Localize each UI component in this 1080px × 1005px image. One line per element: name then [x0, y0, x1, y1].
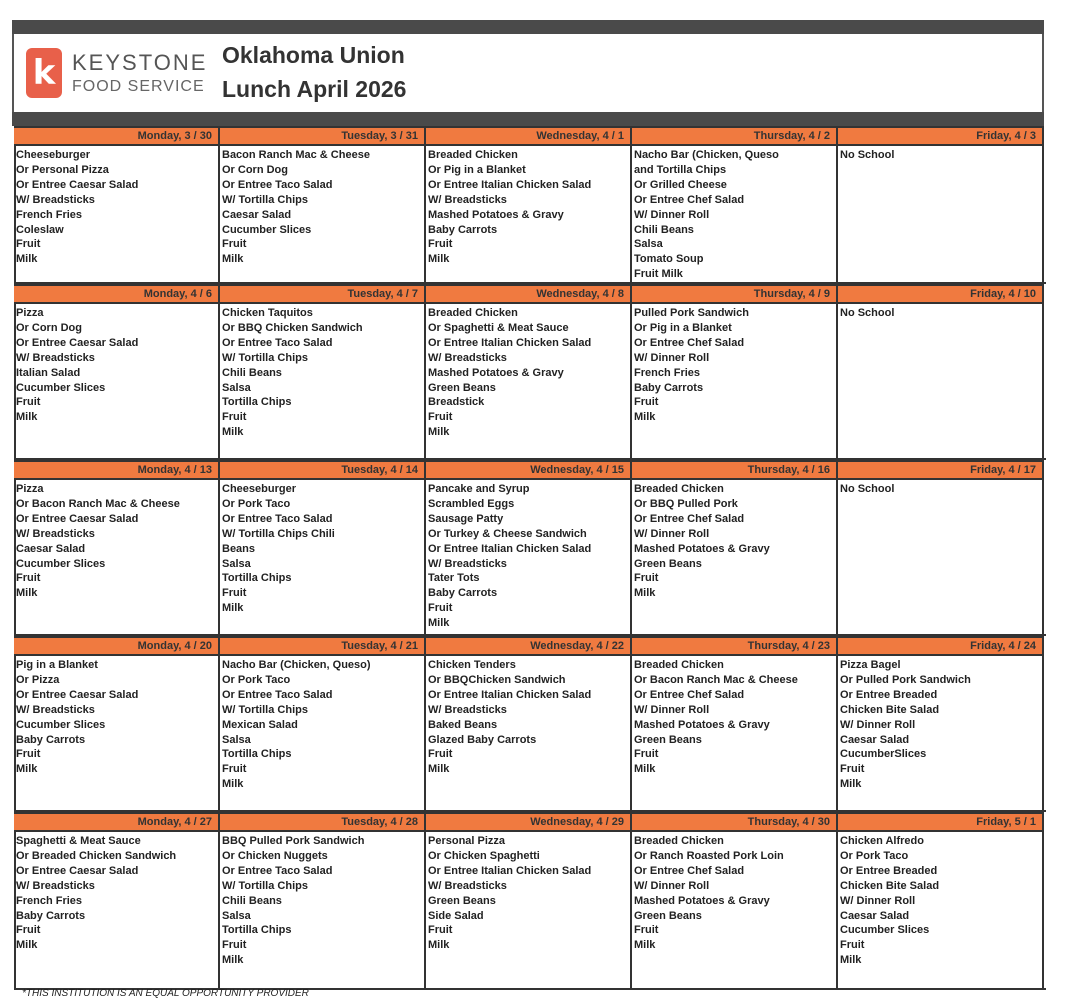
menu-item: Mexican Salad: [222, 718, 298, 731]
week-row: [14, 460, 1046, 636]
menu-item: Mashed Potatoes & Gravy: [428, 208, 564, 221]
menu-item: Salsa: [222, 909, 251, 922]
menu-item: W/ Dinner Roll: [634, 527, 710, 540]
menu-item: Green Beans: [428, 381, 496, 394]
menu-item: Chicken Tenders: [428, 659, 516, 671]
menu-item: Milk: [634, 939, 656, 952]
menu-item: Fruit: [222, 587, 247, 600]
menu-item: Or Corn Dog: [222, 163, 288, 176]
menu-item: Or Chicken Nuggets: [222, 849, 328, 862]
day-cell: [14, 812, 220, 988]
menu-item: Fruit: [222, 763, 247, 776]
menu-item: Or Entree Taco Salad: [222, 178, 333, 191]
menu-item: Personal Pizza: [428, 835, 506, 847]
menu-item: Or BBQ Pulled Pork: [634, 497, 738, 510]
day-header: Thursday, 4 / 9: [632, 284, 836, 304]
day-header: Monday, 4 / 27: [14, 812, 218, 832]
menu-item: Nacho Bar (Chicken, Queso: [634, 149, 779, 161]
menu-items: [14, 480, 218, 601]
day-header: Tuesday, 4 / 21: [220, 636, 424, 656]
menu-item: Glazed Baby Carrots: [428, 733, 537, 746]
menu-item: Milk: [428, 763, 450, 776]
menu-item: Pizza: [16, 483, 44, 495]
menu-item: Or Entree Breaded: [840, 688, 938, 701]
menu-item: Caesar Salad: [16, 542, 86, 555]
menu-item: Milk: [634, 587, 656, 600]
brand-name: KEYSTONE: [72, 50, 208, 75]
menu-item: Or Corn Dog: [16, 321, 82, 334]
menu-item: W/ Dinner Roll: [840, 894, 916, 907]
menu-item: Fruit: [16, 924, 41, 937]
menu-item: Milk: [840, 778, 862, 791]
menu-item: W/ Dinner Roll: [840, 718, 916, 731]
menu-item: Chili Beans: [222, 894, 282, 907]
menu-item: Or Entree Chef Salad: [634, 193, 745, 206]
menu-item: W/ Breadsticks: [16, 351, 95, 364]
menu-item: Fruit: [634, 924, 659, 937]
day-header: Monday, 4 / 20: [14, 636, 218, 656]
day-cell: [632, 636, 838, 810]
menu-item: Milk: [428, 617, 450, 630]
day-cell: [426, 460, 632, 634]
menu-item: Or Pizza: [16, 673, 60, 686]
menu-items: [14, 832, 218, 953]
menu-item: W/ Breadsticks: [16, 527, 95, 540]
menu-item: BBQ Pulled Pork Sandwich: [222, 835, 365, 847]
menu-item: No School: [840, 149, 895, 161]
day-cell: [632, 812, 838, 988]
menu-item: Spaghetti & Meat Sauce: [16, 835, 141, 847]
menu-item: Breaded Chicken: [634, 483, 724, 495]
menu-item: Baked Beans: [428, 718, 498, 731]
menu-item: Or Entree Taco Salad: [222, 864, 333, 877]
day-cell: [14, 460, 220, 634]
menu-item: Milk: [16, 587, 38, 600]
menu-items: [14, 146, 218, 267]
menu-item: Milk: [428, 253, 450, 266]
day-cell: [426, 636, 632, 810]
menu-item: Tortilla Chips: [222, 396, 292, 409]
menu-item: Beans: [222, 542, 256, 555]
menu-item: Fruit: [428, 748, 453, 761]
menu-item: W/ Breadsticks: [428, 193, 507, 206]
menu-item: Breaded Chicken: [634, 659, 724, 671]
menu-item: Or Pig in a Blanket: [634, 321, 732, 334]
menu-items: [632, 146, 836, 282]
menu-item: Salsa: [222, 733, 251, 746]
menu-item: Baby Carrots: [16, 909, 86, 922]
menu-item: W/ Breadsticks: [16, 703, 95, 716]
menu-item: Or Entree Chef Salad: [634, 688, 745, 701]
menu-item: Milk: [222, 602, 244, 615]
menu-item: Baby Carrots: [634, 381, 704, 394]
header-divider-bar: [12, 112, 1044, 126]
menu-items: [838, 146, 1042, 163]
menu-item: W/ Dinner Roll: [634, 703, 710, 716]
menu-item: Side Salad: [428, 909, 484, 922]
menu-item: Or Pig in a Blanket: [428, 163, 526, 176]
menu-item: Fruit: [222, 238, 247, 251]
brand-subtitle: FOOD SERVICE: [72, 78, 205, 95]
menu-item: Fruit: [634, 572, 659, 585]
menu-item: Fruit: [428, 602, 453, 615]
day-cell: [14, 126, 220, 282]
menu-item: Green Beans: [634, 733, 702, 746]
menu-item: Or Entree Chef Salad: [634, 864, 745, 877]
menu-item: Or Pork Taco: [840, 849, 909, 862]
menu-item: Or Breaded Chicken Sandwich: [16, 849, 177, 862]
menu-item: Or BBQ Chicken Sandwich: [222, 321, 363, 334]
menu-item: Chicken Bite Salad: [840, 703, 940, 716]
menu-item: Milk: [634, 763, 656, 776]
menu-item: Or Pork Taco: [222, 673, 291, 686]
day-cell: [632, 460, 838, 634]
menu-item: Or Entree Breaded: [840, 864, 938, 877]
menu-item: Fruit: [840, 939, 865, 952]
menu-item: Coleslaw: [16, 223, 64, 236]
menu-item: Milk: [428, 426, 450, 439]
menu-items: [14, 656, 218, 777]
menu-item: Or Entree Taco Salad: [222, 336, 333, 349]
week-row: [14, 126, 1046, 284]
menu-item: Or Entree Taco Salad: [222, 512, 333, 525]
menu-item: Fruit: [16, 572, 41, 585]
menu-item: W/ Breadsticks: [16, 879, 95, 892]
menu-items: [632, 832, 836, 953]
menu-item: Pizza: [16, 307, 44, 319]
menu-item: Baby Carrots: [16, 733, 86, 746]
menu-item: No School: [840, 307, 895, 319]
menu-items: [220, 146, 424, 267]
menu-item: Fruit Milk: [634, 268, 683, 281]
menu-item: Or Entree Chef Salad: [634, 336, 745, 349]
menu-item: Caesar Salad: [840, 909, 910, 922]
menu-items: [426, 832, 630, 953]
day-cell: [220, 126, 426, 282]
day-header: Friday, 4 / 3: [838, 126, 1042, 146]
logo-letter: k: [32, 53, 56, 93]
day-cell: [632, 126, 838, 282]
menu-items: [14, 304, 218, 425]
menu-item: Tortilla Chips: [222, 748, 292, 761]
menu-item: Milk: [16, 763, 38, 776]
menu-item: W/ Breadsticks: [428, 557, 507, 570]
menu-item: Breadstick: [428, 396, 485, 409]
menu-item: Milk: [840, 954, 862, 967]
day-header: Friday, 4 / 10: [838, 284, 1042, 304]
menu-item: Tomato Soup: [634, 253, 704, 266]
menu-item: Cucumber Slices: [16, 381, 106, 394]
day-header: Wednesday, 4 / 29: [426, 812, 630, 832]
menu-item: Pulled Pork Sandwich: [634, 307, 749, 319]
day-header: Monday, 4 / 13: [14, 460, 218, 480]
menu-item: Cucumber Slices: [16, 718, 106, 731]
menu-item: Milk: [222, 778, 244, 791]
menu-item: Pig in a Blanket: [16, 659, 98, 671]
menu-item: Mashed Potatoes & Gravy: [634, 718, 770, 731]
menu-item: Chili Beans: [222, 366, 282, 379]
menu-item: Mashed Potatoes & Gravy: [634, 894, 770, 907]
menu-item: Mashed Potatoes & Gravy: [634, 542, 770, 555]
menu-item: Or Entree Italian Chicken Salad: [428, 542, 592, 555]
menu-items: [426, 146, 630, 267]
day-header: Friday, 4 / 24: [838, 636, 1042, 656]
menu-item: Mashed Potatoes & Gravy: [428, 366, 564, 379]
menu-items: [632, 656, 836, 777]
day-cell: [838, 636, 1044, 810]
menu-item: Cucumber Slices: [222, 223, 312, 236]
menu-item: Chicken Alfredo: [840, 835, 924, 847]
menu-item: Salsa: [222, 557, 251, 570]
menu-item: Milk: [222, 954, 244, 967]
menu-item: Bacon Ranch Mac & Cheese: [222, 149, 370, 161]
menu-items: [220, 832, 424, 968]
menu-items: [632, 304, 836, 425]
day-header: Tuesday, 4 / 28: [220, 812, 424, 832]
day-header: Thursday, 4 / 2: [632, 126, 836, 146]
day-cell: [14, 284, 220, 458]
menu-item: Cheeseburger: [16, 149, 90, 161]
menu-item: Or Bacon Ranch Mac & Cheese: [16, 497, 180, 510]
menu-item: W/ Tortilla Chips: [222, 193, 308, 206]
menu-item: W/ Dinner Roll: [634, 879, 710, 892]
school-name: Oklahoma Union: [222, 42, 405, 68]
menu-item: Or Entree Caesar Salad: [16, 178, 139, 191]
menu-item: W/ Tortilla Chips Chili: [222, 527, 335, 540]
menu-items: [838, 656, 1042, 792]
menu-item: W/ Breadsticks: [428, 703, 507, 716]
menu-item: Caesar Salad: [840, 733, 910, 746]
menu-header: [12, 34, 1044, 112]
day-cell: [838, 284, 1044, 458]
day-cell: [220, 812, 426, 988]
menu-item: Baby Carrots: [428, 587, 498, 600]
menu-item: Fruit: [428, 924, 453, 937]
menu-item: Sausage Patty: [428, 512, 504, 525]
menu-item: Milk: [222, 253, 244, 266]
menu-item: Fruit: [840, 763, 865, 776]
menu-item: Cucumber Slices: [16, 557, 106, 570]
day-header: Wednesday, 4 / 15: [426, 460, 630, 480]
day-header: Thursday, 4 / 30: [632, 812, 836, 832]
menu-item: Or Chicken Spaghetti: [428, 849, 540, 862]
menu-items: [426, 480, 630, 631]
menu-item: Or Entree Italian Chicken Salad: [428, 688, 592, 701]
menu-item: Salsa: [222, 381, 251, 394]
menu-items: [838, 832, 1042, 968]
menu-item: Or Entree Caesar Salad: [16, 512, 139, 525]
menu-item: W/ Dinner Roll: [634, 351, 710, 364]
menu-item: Breaded Chicken: [428, 149, 518, 161]
menu-item: Or Pulled Pork Sandwich: [840, 673, 971, 686]
menu-item: Fruit: [222, 939, 247, 952]
menu-item: Tater Tots: [428, 572, 480, 585]
menu-item: Or Bacon Ranch Mac & Cheese: [634, 673, 798, 686]
menu-item: Green Beans: [634, 909, 702, 922]
menu-item: Green Beans: [634, 557, 702, 570]
menu-item: Or Spaghetti & Meat Sauce: [428, 321, 569, 334]
menu-item: Fruit: [16, 238, 41, 251]
day-header: Wednesday, 4 / 1: [426, 126, 630, 146]
menu-title: Lunch April 2026: [222, 76, 407, 102]
menu-items: [220, 304, 424, 440]
menu-item: W/ Tortilla Chips: [222, 351, 308, 364]
footer-notice: *THIS INSTITUTION IS AN EQUAL OPPORTUNITY PROVIDER: [22, 988, 309, 999]
menu-item: Or Ranch Roasted Pork Loin: [634, 849, 784, 862]
menu-item: Cucumber Slices: [840, 924, 930, 937]
menu-item: Fruit: [634, 396, 659, 409]
menu-item: Fruit: [16, 748, 41, 761]
menu-item: Or Turkey & Cheese Sandwich: [428, 527, 587, 540]
menu-item: Pizza Bagel: [840, 659, 901, 671]
menu-item: French Fries: [16, 894, 83, 907]
menu-item: Milk: [16, 253, 38, 266]
menu-item: Or Personal Pizza: [16, 163, 109, 176]
menu-item: Or BBQChicken Sandwich: [428, 673, 566, 686]
menu-item: W/ Tortilla Chips: [222, 879, 308, 892]
menu-item: Cheeseburger: [222, 483, 296, 495]
day-cell: [426, 126, 632, 282]
menu-item: Or Entree Italian Chicken Salad: [428, 336, 592, 349]
day-cell: [426, 284, 632, 458]
day-header: Tuesday, 3 / 31: [220, 126, 424, 146]
menu-item: Or Entree Caesar Salad: [16, 864, 139, 877]
day-cell: [838, 126, 1044, 282]
menu-item: Fruit: [428, 411, 453, 424]
menu-item: Milk: [634, 411, 656, 424]
menu-item: Or Entree Italian Chicken Salad: [428, 178, 592, 191]
menu-item: French Fries: [634, 366, 701, 379]
menu-item: Chicken Bite Salad: [840, 879, 940, 892]
menu-item: Baby Carrots: [428, 223, 498, 236]
menu-item: Caesar Salad: [222, 208, 292, 221]
menu-item: Fruit: [16, 396, 41, 409]
menu-item: CucumberSlices: [840, 748, 927, 761]
menu-item: Salsa: [634, 238, 663, 251]
menu-items: [220, 656, 424, 792]
day-cell: [220, 460, 426, 634]
menu-item: Milk: [428, 939, 450, 952]
menu-item: and Tortilla Chips: [634, 163, 727, 176]
menu-item: Or Grilled Cheese: [634, 178, 727, 191]
menu-item: Milk: [16, 411, 38, 424]
menu-items: [426, 304, 630, 440]
keystone-logo-icon: [26, 48, 62, 98]
day-cell: [426, 812, 632, 988]
day-header: Wednesday, 4 / 8: [426, 284, 630, 304]
menu-item: Or Entree Caesar Salad: [16, 336, 139, 349]
lunch-calendar-grid: [14, 126, 1046, 990]
day-header: Thursday, 4 / 16: [632, 460, 836, 480]
day-cell: [14, 636, 220, 810]
day-header: Monday, 3 / 30: [14, 126, 218, 146]
menu-item: Scrambled Eggs: [428, 497, 515, 510]
menu-item: W/ Dinner Roll: [634, 208, 710, 221]
menu-item: Or Entree Italian Chicken Salad: [428, 864, 592, 877]
menu-item: Milk: [16, 939, 38, 952]
menu-item: W/ Tortilla Chips: [222, 703, 308, 716]
week-row: [14, 636, 1046, 812]
week-row: [14, 812, 1046, 990]
day-header: Friday, 5 / 1: [838, 812, 1042, 832]
menu-item: Fruit: [222, 411, 247, 424]
menu-item: Or Entree Taco Salad: [222, 688, 333, 701]
menu-item: Chili Beans: [634, 223, 694, 236]
day-cell: [220, 284, 426, 458]
menu-item: Or Entree Caesar Salad: [16, 688, 139, 701]
menu-item: No School: [840, 483, 895, 495]
day-header: Thursday, 4 / 23: [632, 636, 836, 656]
day-header: Wednesday, 4 / 22: [426, 636, 630, 656]
menu-item: Breaded Chicken: [428, 307, 518, 319]
menu-items: [838, 480, 1042, 497]
menu-item: W/ Breadsticks: [428, 351, 507, 364]
menu-item: Fruit: [634, 748, 659, 761]
week-row: [14, 284, 1046, 460]
menu-item: Or Pork Taco: [222, 497, 291, 510]
day-header: Tuesday, 4 / 14: [220, 460, 424, 480]
menu-item: Pancake and Syrup: [428, 483, 530, 495]
menu-item: Breaded Chicken: [634, 835, 724, 847]
menu-item: Italian Salad: [16, 366, 81, 379]
menu-item: Chicken Taquitos: [222, 307, 313, 319]
menu-item: Fruit: [428, 238, 453, 251]
menu-item: Green Beans: [428, 894, 496, 907]
menu-items: [220, 480, 424, 616]
menu-item: W/ Breadsticks: [428, 879, 507, 892]
menu-item: Or Entree Chef Salad: [634, 512, 745, 525]
menu-items: [426, 656, 630, 777]
day-header: Monday, 4 / 6: [14, 284, 218, 304]
menu-item: Nacho Bar (Chicken, Queso): [222, 659, 371, 671]
top-border-bar: [12, 20, 1044, 34]
menu-item: Tortilla Chips: [222, 572, 292, 585]
day-header: Tuesday, 4 / 7: [220, 284, 424, 304]
menu-item: W/ Breadsticks: [16, 193, 95, 206]
day-cell: [838, 460, 1044, 634]
day-cell: [220, 636, 426, 810]
day-cell: [632, 284, 838, 458]
menu-items: [632, 480, 836, 601]
menu-item: Tortilla Chips: [222, 924, 292, 937]
day-header: Friday, 4 / 17: [838, 460, 1042, 480]
menu-items: [838, 304, 1042, 321]
day-cell: [838, 812, 1044, 988]
menu-item: French Fries: [16, 208, 83, 221]
menu-item: Milk: [222, 426, 244, 439]
